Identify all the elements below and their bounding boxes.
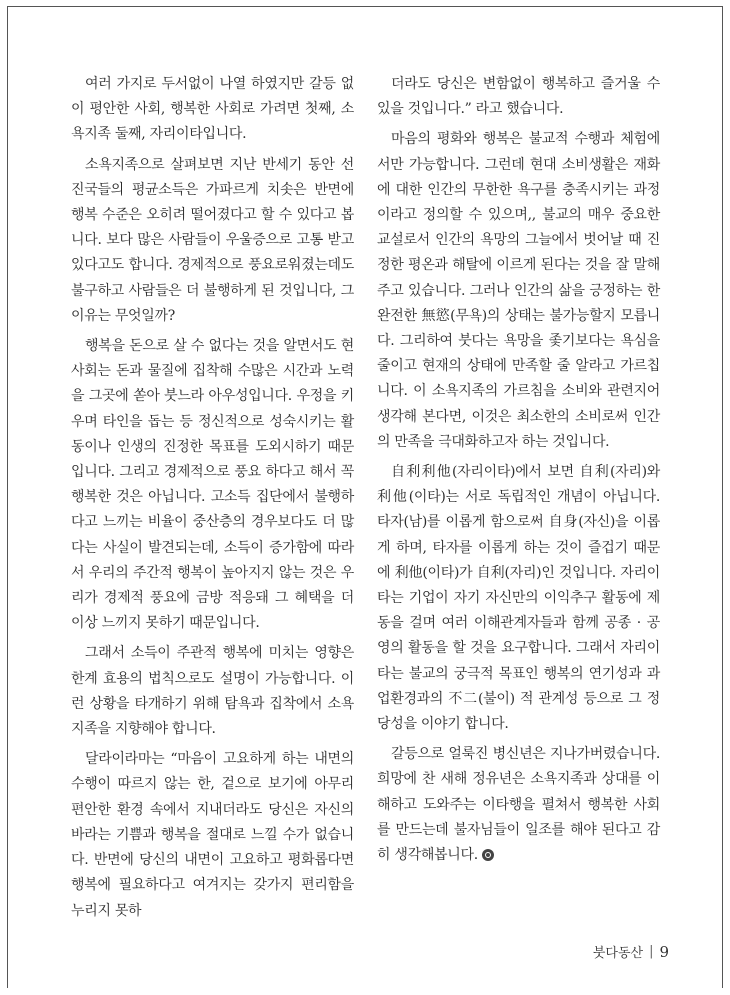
magazine-name: 붓다동산 <box>592 946 644 961</box>
paragraph: 더라도 당신은 변함없이 행복하고 즐거울 수 있을 것입니다.” 라고 했습니다. <box>377 76 660 118</box>
paragraph <box>377 742 660 868</box>
right-column <box>377 72 660 873</box>
paragraph: 달라이라마는 “마음이 고요하게 하는 내면의 수행이 따르지 않는 한, 겉으로 보기에 아무리 편안한 환경 속에서 지내더라도 당신은 자신의 바라는 기쁨과 행복을 절대로 느낄 수가 없습니다. 반면에 당신의 내면이 고요하고 평화롭다면 행복에 필요하다고 여겨지는 갖가지 편리함을 누리지 못하 <box>71 751 354 919</box>
page-number: 9 <box>659 942 669 961</box>
paragraph: 그래서 소득이 주관적 행복에 미치는 영향은 한계 효용의 법칙으로도 설명이 가능합니다. 이런 상황을 타개하기 위해 탐욕과 집착에서 소욕지족을 지향해야 합니다. <box>71 645 354 738</box>
paragraph: 소욕지족으로 살펴보면 지난 반세기 동안 선진국들의 평균소득은 가파르게 치솟은 반면에 행복 수준은 오히려 떨어졌다고 할 수 있다고 봅니다. 보다 많은 사람들이 우울증으로 고통 받고 있다고도 합니다. 경제적으로 풍요로워졌는데도 불구하고 사람들은 더 불행하게 된 것입니다, 그 이유는 무엇일까? <box>71 156 354 324</box>
footer-separator: | <box>649 944 654 959</box>
closing-text: 갈등으로 얼룩진 병신년은 지나가버렸습니다. 희망에 찬 새해 정유년은 소욕지족과 상대를 이해하고 도와주는 이타행을 펼쳐서 행복한 사회를 만드는데 불자님들이 일조를 해야 된다고 감히 생각해봅니다. <box>377 746 660 864</box>
left-column <box>71 72 354 929</box>
paragraph: 행복을 돈으로 살 수 없다는 것을 알면서도 현 사회는 돈과 물질에 집착해 수많은 시간과 노력을 그곳에 쏟아 붓느라 아우성입니다. 우정을 키우며 타인을 돕는 등 정신적으로 성숙시키는 활동이나 인생의 진정한 목표를 도외시하기 때문입니다. 그리고 경제적으로 풍요 하다고 해서 꼭 행복한 것은 아닙니다. 고소득 집단에서 불행하다고 느끼는 비율이 중산층의 경우보다도 더 많다는 사실이 발견되는데, 소득이 증가함에 따라서 우리의 주간적 행복이 높아지지 않는 것은 우리가 경제적 풍요에 금방 적응돼 그 혜택을 더 이상 느끼지 못하기 때문입니다. <box>71 338 354 632</box>
paragraph: 마음의 평화와 행복은 불교적 수행과 체험에서만 가능합니다. 그런데 현대 소비생활은 재화에 대한 인간의 무한한 욕구를 충족시키는 과정이라고 정의할 수 있으며,, 불교의 매우 중요한 교설로서 인간의 욕망의 그늘에서 벗어날 때 진정한 평온과 해탈에 이르게 된다는 것을 잘 말해주고 있습니다. 그러나 인간의 삶을 긍정하는 한 완전한 無慾(무욕)의 상태는 불가능할지 모릅니다. 그리하여 붓다는 욕망을 좇기보다는 욕심을 줄이고 현재의 상태에 만족할 줄 알라고 가르칩니다. 이 소욕지족의 가르침을 소비와 관련지어 생각해 본다면, 이것은 최소한의 소비로써 인간의 만족을 극대화하고자 하는 것입니다. <box>377 131 660 450</box>
paragraph: 여러 가지로 두서없이 나열 하였지만 갈등 없이 평안한 사회, 행복한 사회로 가려면 첫째, 소욕지족 둘째, 자리이타입니다. <box>71 76 354 143</box>
page-footer <box>593 942 669 961</box>
lotus-emblem-icon <box>482 849 494 861</box>
paragraph: 自利利他(자리이타)에서 보면 自利(자리)와 利他(이타)는 서로 독립적인 개념이 아닙니다. 타자(남)를 이롭게 함으로써 自身(자신)을 이롭게 하며, 타자를 이롭게 하는 것이 즐겁기 때문에 利他(이타)가 自利(자리)인 것입니다. 자리이타는 기업이 자기 자신만의 이익추구 활동에 제동을 걸며 여러 이해관계자들과 함께 공종 · 공영의 활동을 할 것을 요구합니다. 그래서 자리이타는 불교의 궁극적 목표인 행복의 연기성과 과업환경과의 不二(불이) 적 관계성 등으로 그 정당성을 이야기 합니다. <box>377 464 660 733</box>
